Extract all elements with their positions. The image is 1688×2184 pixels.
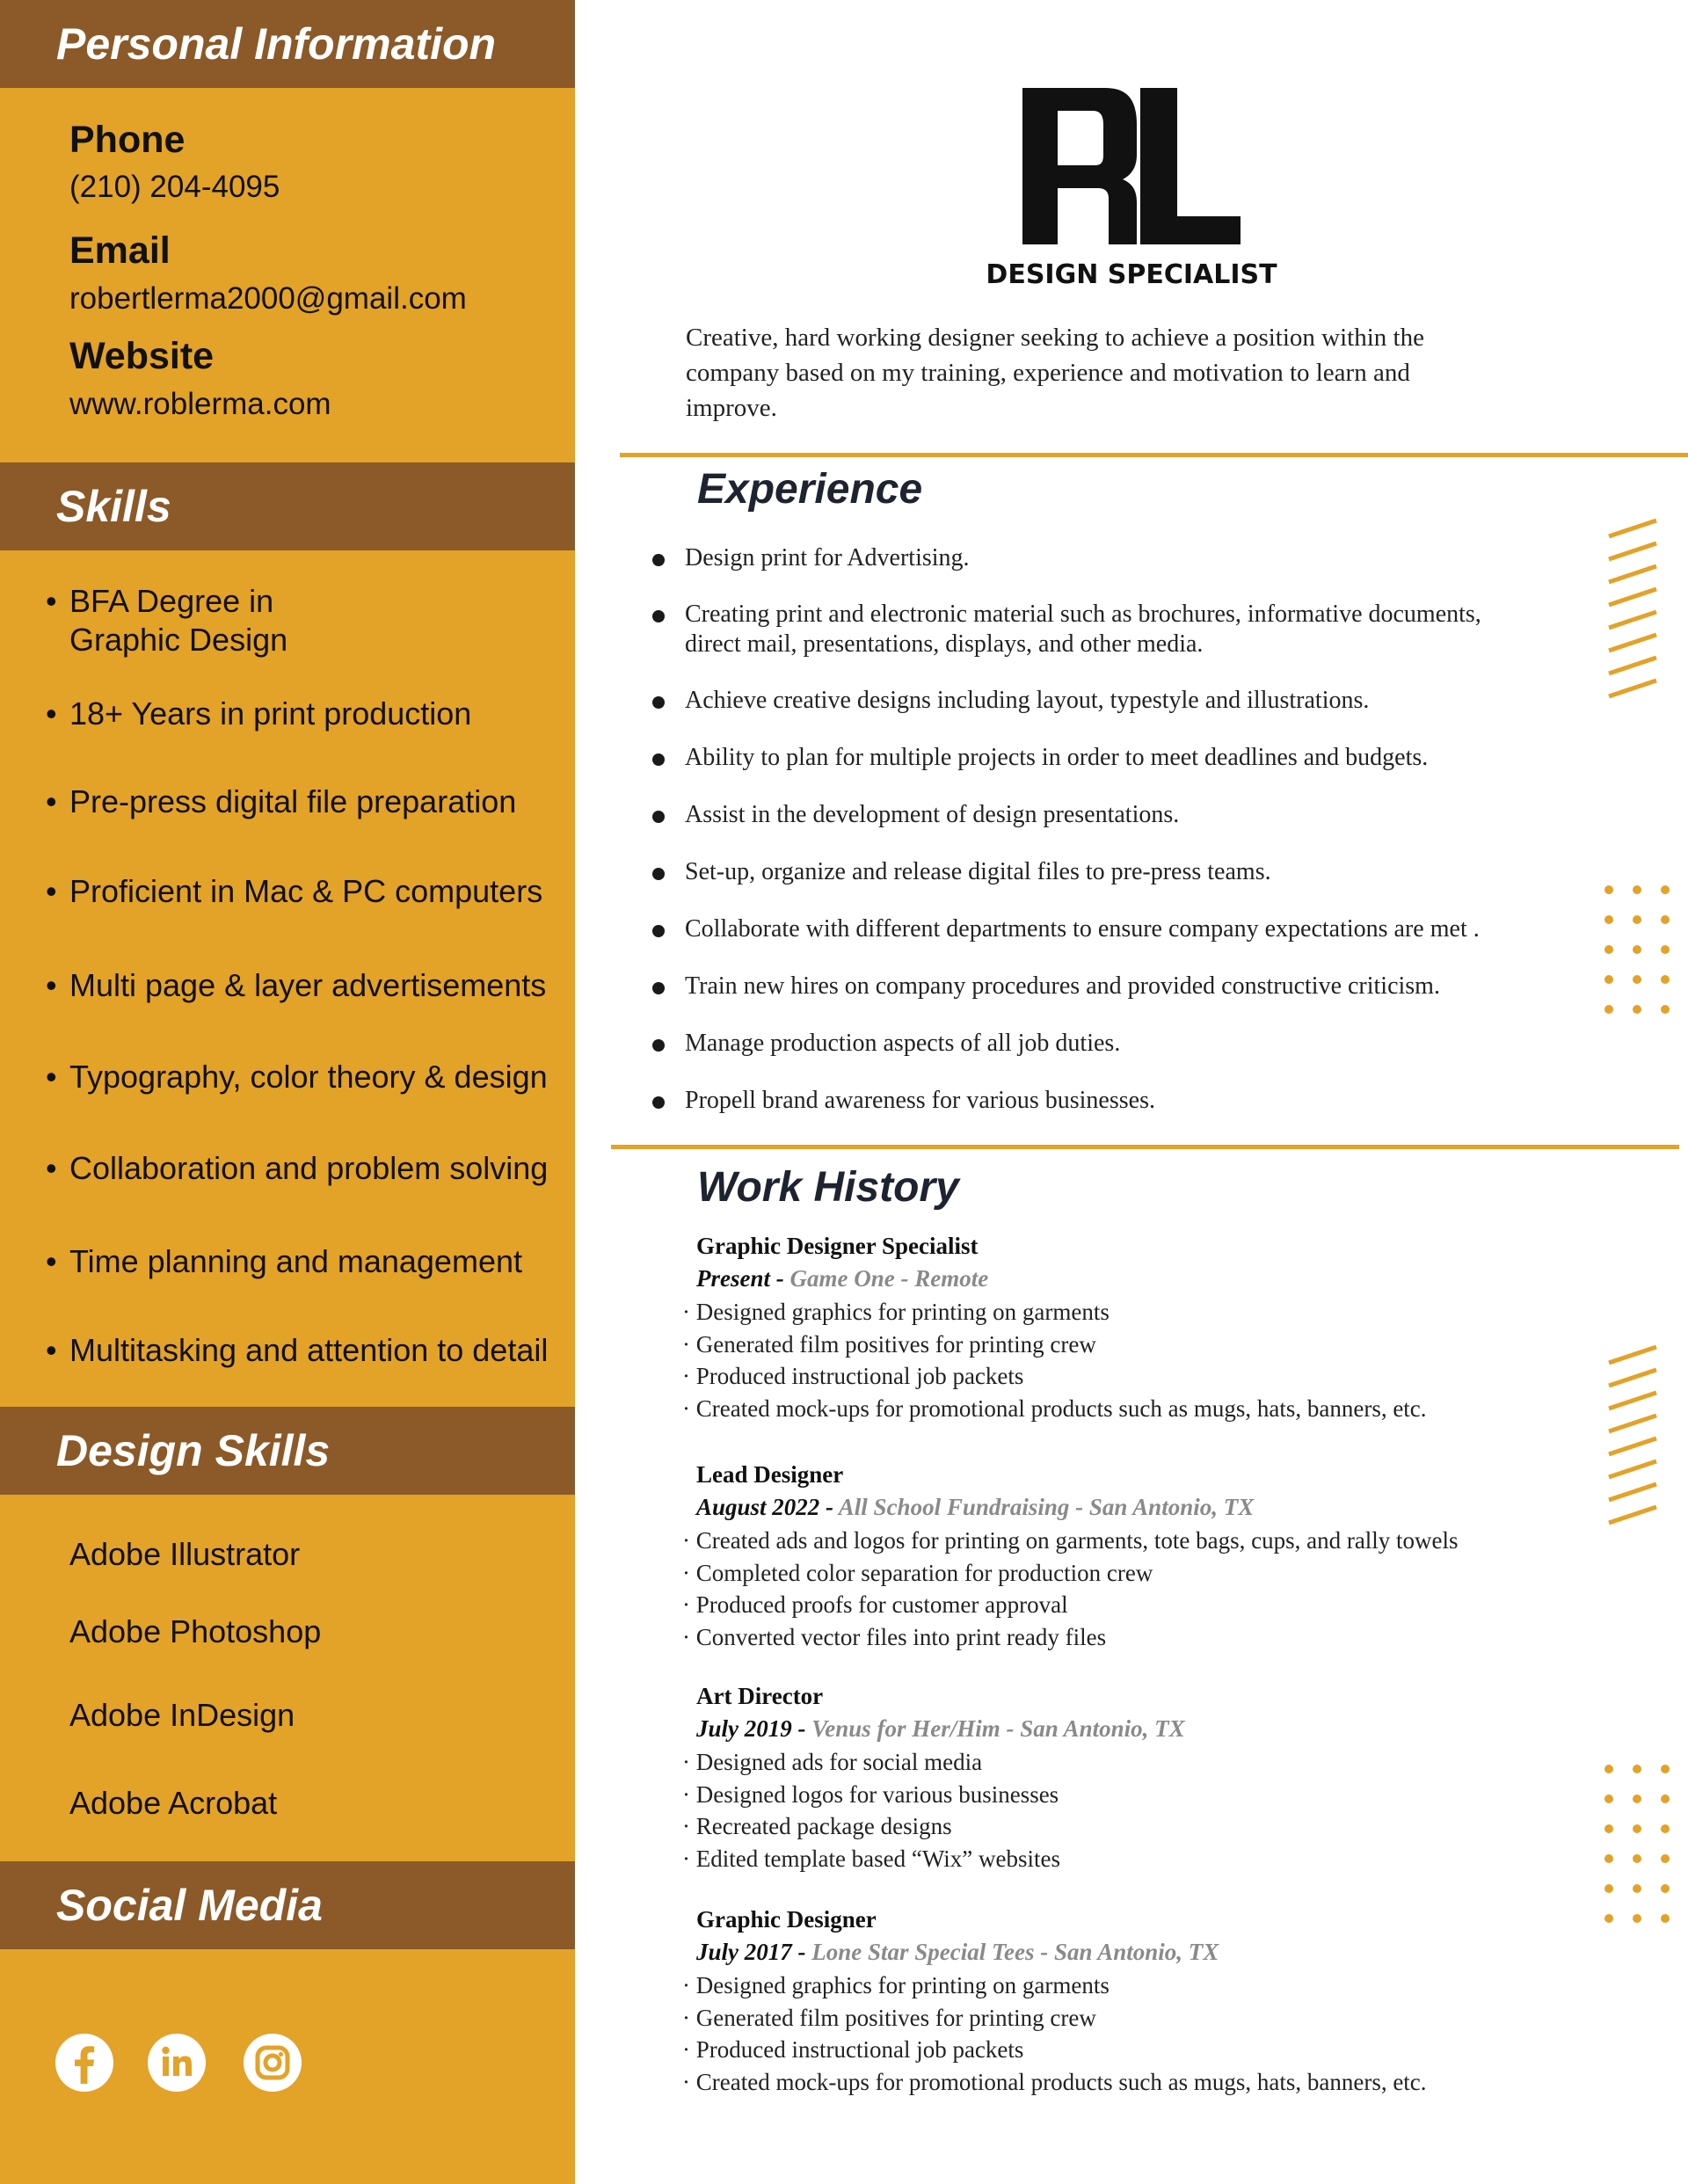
job-duty: · Recreated package designs [682,1813,952,1840]
skill-item: • Proficient in Mac & PC computers [46,873,543,909]
job-duty: · Generated film positives for printing crew [682,1330,1096,1358]
rl-logo [986,84,1277,291]
linkedin-icon[interactable] [147,2033,207,2093]
job-duty: · Created ads and logos for printing on garments, tote bags, cups, and rally towels [682,1527,1459,1554]
job-entry [682,1231,1561,1424]
job-duty: · Designed ads for social media [682,1749,983,1775]
job-duty: · Created mock-ups for promotional products such as mugs, hats, banners, etc. [682,2068,1427,2095]
design-skill-item: Adobe Photoshop [69,1613,322,1649]
personal-info-header [0,0,575,88]
skill-item: • Multitasking and attention to detail [46,1332,549,1368]
phone-value: (210) 204-4095 [69,170,280,204]
experience-divider [620,453,1688,457]
skill-item: • Typography, color theory & design [46,1059,548,1095]
instagram-icon[interactable] [243,2033,302,2093]
skill-item: • Time planning and management [46,1243,522,1279]
skills-header [0,462,575,550]
job-duty: · Generated film positives for printing crew [682,2004,1096,2031]
job-duty: · Edited template based “Wix” websites [682,1845,1061,1872]
design-skill-item: Adobe Acrobat [69,1785,278,1821]
email-link[interactable]: robertlerma2000@gmail.com [69,281,467,316]
skill-item: • Pre-press digital file preparation [46,783,517,819]
job-entry [682,1460,1561,1653]
design-skill-item: Adobe Illustrator [69,1536,301,1572]
website-label: Website [69,335,215,377]
job-date: July 2017 - Lone Star Special Tees - San Antonio, TX [696,1939,1219,1965]
job-duty: · Completed color separation for production crew [682,1559,1153,1586]
phone-label: Phone [69,119,186,161]
experience-title: Experience [697,466,923,513]
job-duty: · Produced proofs for customer approval [682,1591,1068,1619]
dot-grid-decoration [1600,1758,1670,1930]
skills-title: Skills [56,482,171,531]
job-title: Graphic Designer Specialist [696,1233,979,1259]
social-media-title: Social Media [56,1881,323,1930]
skill-item: • Collaboration and problem solving [46,1150,549,1186]
job-duty: · Produced instructional job packets [682,1363,1024,1390]
job-date: July 2019 - Venus for Her/Him - San Antonio, TX [696,1715,1185,1742]
job-duty: · Converted vector files into print ready files [682,1623,1107,1650]
work-history-title: Work History [697,1164,959,1211]
design-skills-title: Design Skills [56,1426,331,1475]
svg-text:DESIGN SPECIALIST: DESIGN SPECIALIST [986,259,1277,290]
email-label: Email [69,229,171,272]
skill-item: • 18+ Years in print production [46,695,472,732]
job-entry [682,1681,1561,1875]
skill-item: • Multi page & layer advertisements [46,967,547,1003]
facebook-icon[interactable] [55,2033,114,2093]
job-title: Lead Designer [696,1461,844,1488]
job-date: August 2022 - All School Fundraising - San Antonio, TX [696,1494,1255,1520]
social-media-header [0,1861,575,1949]
stripe-decoration [1600,1345,1662,1547]
job-title: Graphic Designer [696,1906,877,1933]
job-title: Art Director [696,1683,824,1709]
job-duty: · Designed graphics for printing on garments [682,1972,1110,1998]
stripe-decoration [1600,519,1662,721]
job-duty: · Produced instructional job packets [682,2036,1024,2064]
personal-info-title: Personal Information [56,19,497,69]
job-date: Present - Game One - Remote [696,1265,989,1292]
design-skill-item: Adobe InDesign [69,1697,295,1733]
website-link[interactable]: www.roblerma.com [69,387,331,421]
job-duty: · Designed graphics for printing on garments [682,1299,1110,1325]
work-history-divider [611,1145,1679,1149]
job-duty: · Created mock-ups for promotional products such as mugs, hats, banners, etc. [682,1394,1427,1422]
skill-item: • BFA Degree in Graphic Design [46,583,288,658]
job-entry [682,1904,1561,2098]
sidebar [0,0,575,2184]
summary-text: Creative, hard working designer seeking to achieve a position within the company based on my training, experience and motivation to learn and improve. [686,324,1424,422]
design-skills-header [0,1407,575,1495]
job-duty: · Designed logos for various businesses [682,1780,1059,1808]
dot-grid-decoration [1600,879,1670,1051]
